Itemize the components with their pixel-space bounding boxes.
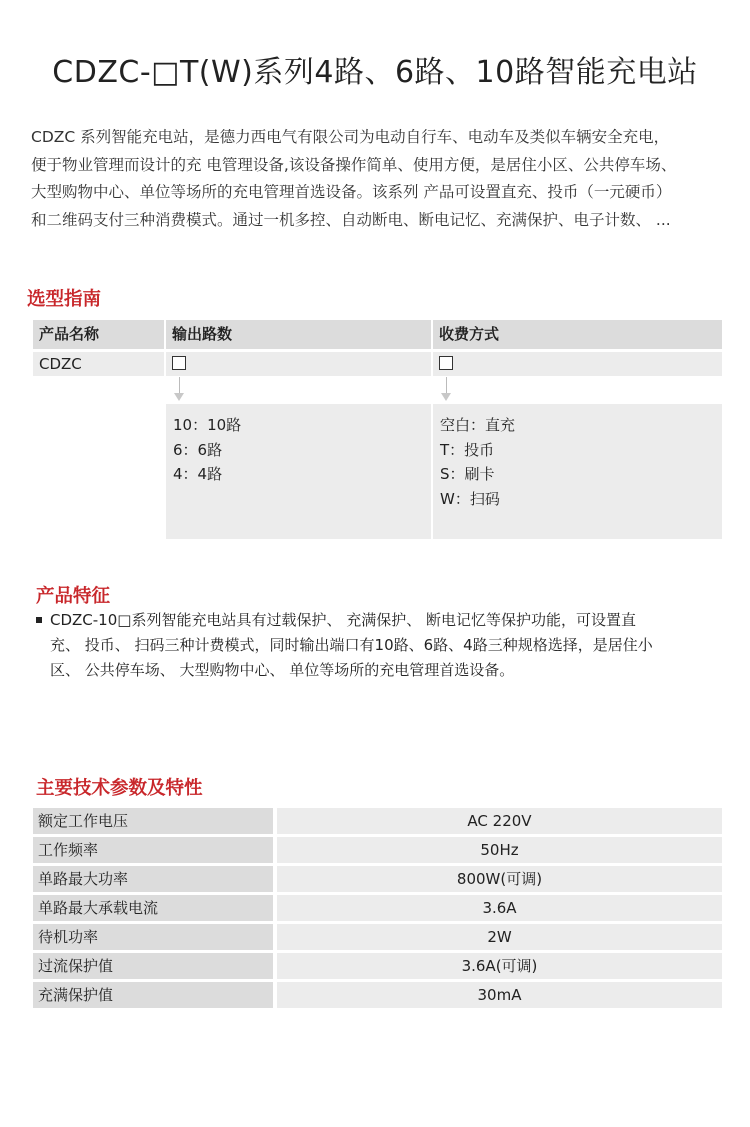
column-header-payment-method: 收费方式 — [433, 320, 722, 349]
payment-option: 空白：直充 — [440, 416, 516, 434]
intro-line: 大型购物中心、单位等场所的充电管理首选设备。该系列 产品可设置直充、投币（一元硬币） — [31, 183, 672, 201]
output-option: 4：4路 — [173, 465, 223, 483]
spec-value: AC 220V — [277, 808, 722, 834]
column-header-output-channels: 输出路数 — [166, 320, 431, 349]
arrow-down-icon — [174, 393, 184, 401]
selection-guide-heading: 选型指南 — [27, 289, 102, 310]
spec-label: 充满保护值 — [33, 982, 273, 1008]
intro-paragraph — [31, 124, 731, 234]
arrow-down-icon — [441, 393, 451, 401]
output-option: 10：10路 — [173, 416, 242, 434]
features-line: 区、 公共停车场、 大型购物中心、 单位等场所的充电管理首选设备。 — [50, 661, 515, 679]
features-line: 充、 投币、 扫码三种计费模式，同时输出端口有10路、6路、4路三种规格选择，是居住小 — [50, 636, 653, 654]
intro-line: 便于物业管理而设计的充 电管理设备,该设备操作简单、使用方便，是居住小区、公共停车场、 — [31, 155, 677, 174]
payment-method-cell — [433, 352, 722, 376]
spec-value: 800W(可调) — [277, 866, 722, 892]
intro-line: CDZC 系列智能充电站，是德力西电气有限公司为电动自行车、电动车及类似车辆安全充电， — [31, 128, 670, 146]
payment-option: W：扫码 — [440, 489, 500, 508]
spec-label: 待机功率 — [33, 924, 273, 950]
product-name-cell: CDZC — [33, 352, 164, 376]
features-paragraph — [36, 608, 726, 683]
spec-value: 3.6A — [277, 895, 722, 921]
table-row — [33, 837, 722, 863]
spec-value: 2W — [277, 924, 722, 950]
spec-value: 30mA — [277, 982, 722, 1008]
table-row — [33, 895, 722, 921]
output-option: 6：6路 — [173, 440, 223, 459]
spec-label: 额定工作电压 — [33, 808, 273, 834]
column-header-product-name: 产品名称 — [33, 320, 164, 349]
output-channels-cell — [166, 352, 431, 376]
bullet-icon — [36, 617, 42, 623]
spec-label: 过流保护值 — [33, 953, 273, 979]
placeholder-box-icon — [439, 356, 453, 370]
spec-value: 3.6A(可调) — [277, 953, 722, 979]
payment-option: T：投币 — [440, 440, 495, 459]
payment-option: S：刷卡 — [440, 465, 495, 483]
page-title: CDZC-□T(W)系列4路、6路、10路智能充电站 — [52, 55, 698, 91]
features-line: CDZC-10□系列智能充电站具有过载保护、 充满保护、 断电记忆等保护功能，可设置直 — [50, 611, 636, 629]
features-heading: 产品特征 — [36, 586, 111, 607]
output-options-list — [166, 404, 431, 539]
placeholder-box-icon — [172, 356, 186, 370]
spec-value: 50Hz — [277, 837, 722, 863]
spec-label: 工作频率 — [33, 837, 273, 863]
intro-line: 和二维码支付三种消费模式。通过一机多控、自动断电、断电记忆、充满保护、电子计数、 ... — [31, 210, 671, 229]
table-row — [33, 866, 722, 892]
specs-heading: 主要技术参数及特性 — [36, 778, 203, 799]
spec-label: 单路最大承载电流 — [33, 895, 273, 921]
spec-table — [33, 808, 722, 1011]
table-row — [33, 982, 722, 1008]
table-row — [33, 953, 722, 979]
payment-options-list — [433, 404, 722, 539]
table-row — [33, 924, 722, 950]
spec-label: 单路最大功率 — [33, 866, 273, 892]
table-row — [33, 808, 722, 834]
